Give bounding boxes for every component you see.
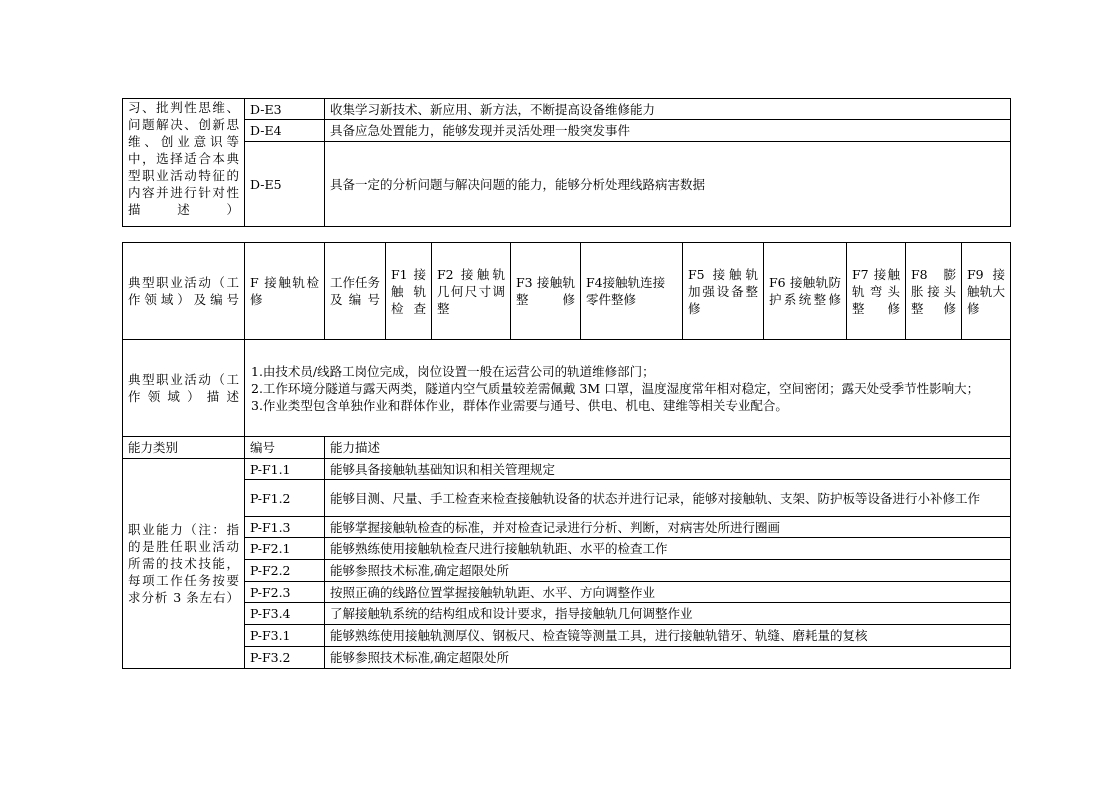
ability-desc: 按照正确的线路位置掌握接触轨轨距、水平、方向调整作业 — [325, 582, 1011, 603]
ability-desc: 能够掌握接触轨检查的标准，并对检查记录进行分析、判断，对病害处所进行圈画 — [325, 517, 1011, 538]
description-label-cell: 典型职业活动（工作领域）描述 — [123, 340, 245, 437]
occupational-activity-table — [122, 242, 1011, 669]
category-text: 习、批判性思维、问题解决、创新思维、创业意识等中，选择适合本典型职业活动特征的内容并进行针对性描述） — [128, 100, 239, 217]
description-line: 2.工作环境分隧道与露天两类，隧道内空气质量较差需佩戴 3M 口罩，温度湿度常年相对稳定，空间密闭；露天处受季节性影响大； — [251, 380, 980, 396]
desc-cell: 收集学习新技术、新应用、新方法，不断提高设备维修能力 — [325, 99, 1011, 120]
task-cell: F1 接触轨检查 — [386, 243, 432, 340]
ability-desc: 能够参照技术标准,确定超限处所 — [325, 647, 1011, 669]
ability-code: P-F2.1 — [245, 538, 325, 560]
description-line: 3.作业类型包含单独作业和群体作业，群体作业需要与通号、供电、机电、建维等相关专业配合。 — [251, 397, 788, 413]
ability-desc: 能够参照技术标准,确定超限处所 — [325, 560, 1011, 582]
ability-desc: 了解接触轨系统的结构组成和设计要求，指导接触轨几何调整作业 — [325, 603, 1011, 625]
ability-category-cell: 职业能力（注：指的是胜任职业活动所需的技术技能，每项工作任务按要求分析 3 条左右） — [123, 459, 245, 669]
ability-code-header: 编号 — [245, 437, 325, 459]
task-cell: F9接触轨大修 — [962, 243, 1011, 340]
task-cell: F7 接触轨弯头整修 — [847, 243, 906, 340]
task-cell: F8 膨胀接头整修 — [906, 243, 962, 340]
ability-code: P-F1.2 — [245, 480, 325, 517]
ability-code: P-F1.1 — [245, 459, 325, 480]
ability-code: P-F3.1 — [245, 625, 325, 647]
ability-desc: 能够熟练使用接触轨检查尺进行接触轨轨距、水平的检查工作 — [325, 538, 1011, 560]
ability-code: P-F2.2 — [245, 560, 325, 582]
description-cell — [245, 340, 1011, 437]
task-cell: F6 接触轨防护系统整修 — [764, 243, 847, 340]
ability-desc: 能够目测、尺量、手工检查来检查接触轨设备的状态并进行记录，能够对接触轨、支架、防护板等设备进行小补修工作 — [325, 480, 1011, 517]
category-cell — [123, 99, 245, 227]
ability-code: P-F3.2 — [245, 647, 325, 669]
ability-code: P-F2.3 — [245, 582, 325, 603]
task-cell: F5 接触轨加强设备整修 — [683, 243, 764, 340]
ability-code: P-F3.4 — [245, 603, 325, 625]
code-cell: D-E5 — [245, 142, 325, 227]
activity-label-cell: 典型职业活动（工作领域）及编号 — [123, 243, 245, 340]
ability-category-header: 能力类别 — [123, 437, 245, 459]
activity-name-cell: F 接触轨检修 — [245, 243, 325, 340]
ability-desc: 能够熟练使用接触轨测厚仪、钢板尺、检查镜等测量工具，进行接触轨错牙、轨缝、磨耗量的复核 — [325, 625, 1011, 647]
code-cell: D-E3 — [245, 99, 325, 120]
ability-code: P-F1.3 — [245, 517, 325, 538]
ability-desc: 能够具备接触轨基础知识和相关管理规定 — [325, 459, 1011, 480]
task-cell: F3 接触轨整修 — [511, 243, 581, 340]
competency-table-continuation — [122, 98, 1011, 227]
ability-desc-header: 能力描述 — [325, 437, 1011, 459]
task-cell: F4接触轨连接零件整修 — [581, 243, 683, 340]
desc-cell: 具备应急处置能力，能够发现并灵活处理一般突发事件 — [325, 120, 1011, 142]
code-cell: D-E4 — [245, 120, 325, 142]
task-label-cell: 工作任务及编号 — [325, 243, 386, 340]
desc-cell: 具备一定的分析问题与解决问题的能力，能够分析处理线路病害数据 — [325, 142, 1011, 227]
task-cell: F2 接触轨几何尺寸调整 — [432, 243, 511, 340]
description-line: 1.由技术员/线路工岗位完成，岗位设置一般在运营公司的轨道维修部门； — [251, 363, 655, 379]
